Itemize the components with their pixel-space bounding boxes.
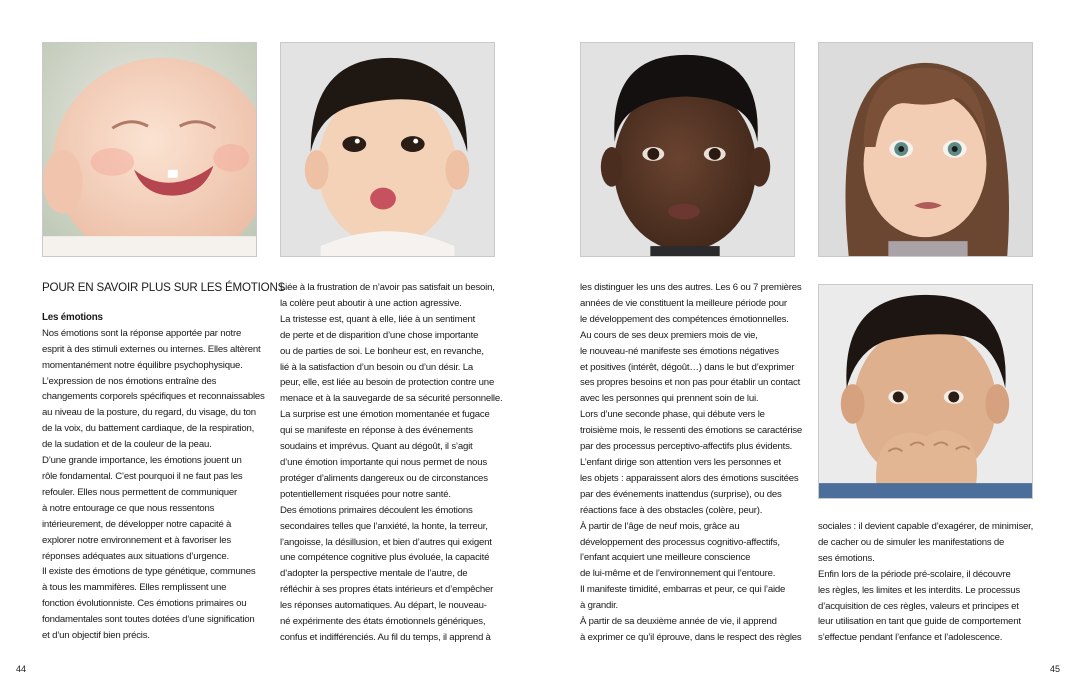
text-line: d’acquisition de ces règles, valeurs et principes et (818, 600, 1019, 612)
column-3-text (580, 280, 802, 646)
text-line: l’angoisse, la désillusion, et bien d’autres qui exigent (280, 536, 492, 548)
text-line: au niveau de la posture, du regard, du visage, du ton (42, 407, 256, 419)
right-column-1 (580, 280, 802, 646)
text-line: réactions face à des obstacles (colère, peur). (580, 504, 763, 516)
text-line: et positives (intérêt, dégoût…) dans le but d’exprimer (580, 361, 795, 373)
text-line: L’expression de nos émotions entraîne des (42, 375, 217, 387)
text-line: à notre entourage ce que nous ressentons (42, 502, 215, 514)
text-line: Il existe des émotions de type génétique, communes (42, 566, 256, 578)
text-line: par des événements inattendus (surprise), ou des (580, 488, 782, 500)
text-line: s’effectue pendant l’enfance et l’adolescence. (818, 632, 1003, 644)
text-line: réponses adéquates aux situations d’urgence. (42, 550, 229, 562)
text-line: le nouveau-né manifeste ses émotions négatives (580, 345, 779, 357)
text-line: qui se manifeste en réponse à des événements (280, 425, 473, 437)
text-line: lié à la satisfaction d’un besoin ou d’un désir. La (280, 361, 474, 373)
text-line: les objets : apparaissent alors des émotions suscitées (580, 472, 799, 484)
text-line: de la sudation et de la couleur de la peau. (42, 439, 212, 451)
text-line: confus et indifférenciés. Au fil du temps, il apprend à (280, 631, 491, 643)
smiling-baby-photo (42, 42, 257, 257)
text-line: réfléchir à ses propres états intérieurs et d’empêcher (280, 584, 494, 596)
text-line: par des processus perceptivo-affectifs plus évidents. (580, 441, 793, 453)
text-line: menace et à la sauvegarde de sa sécurité personnelle. (280, 393, 503, 405)
text-line: et d’un objectif bien précis. (42, 630, 150, 642)
text-line: à tous les mammifères. Elles remplissent une (42, 582, 227, 594)
text-line: avec les personnes qui prennent soin de lui. (580, 393, 759, 405)
text-line: années de vie constituent la meilleure période pour (580, 297, 787, 309)
text-line: ou de parties de soi. Le bonheur est, en revanche, (280, 345, 484, 357)
text-line: Liée à la frustration de n’avoir pas satisfait un besoin, (280, 282, 495, 293)
worried-girl-photo (818, 42, 1033, 257)
text-line: À partir de sa deuxième année de vie, il apprend (580, 616, 777, 628)
text-line: le développement des compétences émotionnelles. (580, 313, 789, 325)
text-line: à grandir. (580, 600, 619, 612)
text-line: l’enfant acquiert une meilleure conscience (580, 552, 751, 564)
text-line: à exprimer ce qu’il éprouve, dans le respect des règles (580, 631, 802, 643)
text-line: ses propres besoins et non pas pour établir un contact (580, 377, 801, 389)
text-line: fonction évolutionniste. Ces émotions primaires ou (42, 598, 247, 610)
text-line: Au cours de ses deux premiers mois de vie, (580, 329, 758, 341)
right-column-2 (818, 519, 1040, 646)
text-line: Des émotions primaires découlent les émotions (280, 504, 473, 516)
text-line: sociales : il devient capable d’exagérer, de minimiser, (818, 521, 1034, 532)
text-line: esprit à des stimuli externes ou internes. Elles altèrent (42, 343, 261, 355)
text-line: développement des processus cognitivo-affectifs, (580, 536, 780, 548)
text-line: d’une émotion importante qui nous permet de nous (280, 456, 487, 468)
text-line: Lors d’une seconde phase, qui débute vers le (580, 409, 765, 421)
text-line: explorer notre environnement et à favoriser les (42, 534, 231, 546)
text-line: secondaires telles que l’anxiété, la honte, la terreur, (280, 520, 488, 532)
text-line: les règles, les limites et les interdits. Le processus (818, 584, 1020, 596)
left-column-2 (280, 280, 502, 646)
sad-child-photo (580, 42, 795, 257)
text-line: protéger d’aliments dangereux ou de circonstances (280, 472, 488, 484)
column-1-text (42, 326, 264, 644)
text-line: ses émotions. (818, 552, 875, 564)
text-line: de lui-même et de l’environnement qui l’entoure. (580, 568, 776, 580)
text-line: Il manifeste timidité, embarras et peur, ce qui l’aide (580, 584, 786, 596)
text-line: peur, elle, est liée au besoin de protection contre une (280, 377, 495, 389)
text-line: La tristesse est, quant à elle, liée à un sentiment (280, 313, 476, 325)
text-line: une compétence cognitive plus évoluée, la capacité (280, 552, 490, 564)
text-line: soudains et imprévus. Quant au dégoût, il s’agit (280, 441, 473, 453)
text-line: les distinguer les uns des autres. Les 6 ou 7 premières (580, 282, 802, 293)
text-line: les réponses automatiques. Au départ, le nouveau- (280, 600, 487, 612)
text-line: de la voix, du battement cardiaque, de la respiration, (42, 423, 255, 435)
text-line: potentiellement risquées pour notre santé. (280, 488, 451, 500)
text-line: la colère peut aboutir à une action agressive. (280, 297, 462, 309)
section-heading: POUR EN SAVOIR PLUS SUR LES ÉMOTIONS (42, 281, 286, 294)
column-4-text (818, 519, 1040, 646)
text-line: D’une grande importance, les émotions jouent un (42, 455, 242, 467)
left-column-1 (42, 280, 286, 644)
text-line: né expérimente des états émotionnels génériques, (280, 616, 486, 628)
text-line: momentanément notre équilibre psychophysique. (42, 359, 243, 371)
text-line: de cacher ou de simuler les manifestations de (818, 536, 1005, 548)
text-line: intérieurement, de développer notre capacité à (42, 518, 232, 530)
text-line: leur utilisation en tant que guide de comportement (818, 616, 1021, 628)
text-line: Nos émotions sont la réponse apportée par notre (42, 327, 242, 339)
text-line: fondamentales sont toutes dotées d’une signification (42, 614, 255, 626)
sub-heading: Les émotions (42, 311, 103, 323)
text-line: d’adopter la perspective mentale de l’autre, de (280, 568, 468, 580)
text-line: Enfin lors de la période pré-scolaire, il découvre (818, 568, 1011, 580)
text-line: troisième mois, le ressenti des émotions se caractérise (580, 425, 803, 437)
text-line: rôle fondamental. C’est pourquoi il ne faut pas les (42, 470, 243, 482)
column-2-text (280, 280, 502, 646)
page-number-right: 45 (1050, 664, 1061, 674)
surprised-toddler-photo (280, 42, 495, 257)
text-line: de perte et de disparition d’une chose importante (280, 329, 479, 341)
text-line: L’enfant dirige son attention vers les personnes et (580, 456, 781, 468)
scared-boy-photo (818, 284, 1033, 499)
text-line: refouler. Elles nous permettent de communiquer (42, 486, 238, 498)
text-line: changements corporels spécifiques et reconnaissables (42, 391, 265, 403)
text-line: La surprise est une émotion momentanée et fugace (280, 409, 490, 421)
page-number-left: 44 (16, 664, 27, 674)
text-line: À partir de l’âge de neuf mois, grâce au (580, 520, 740, 532)
